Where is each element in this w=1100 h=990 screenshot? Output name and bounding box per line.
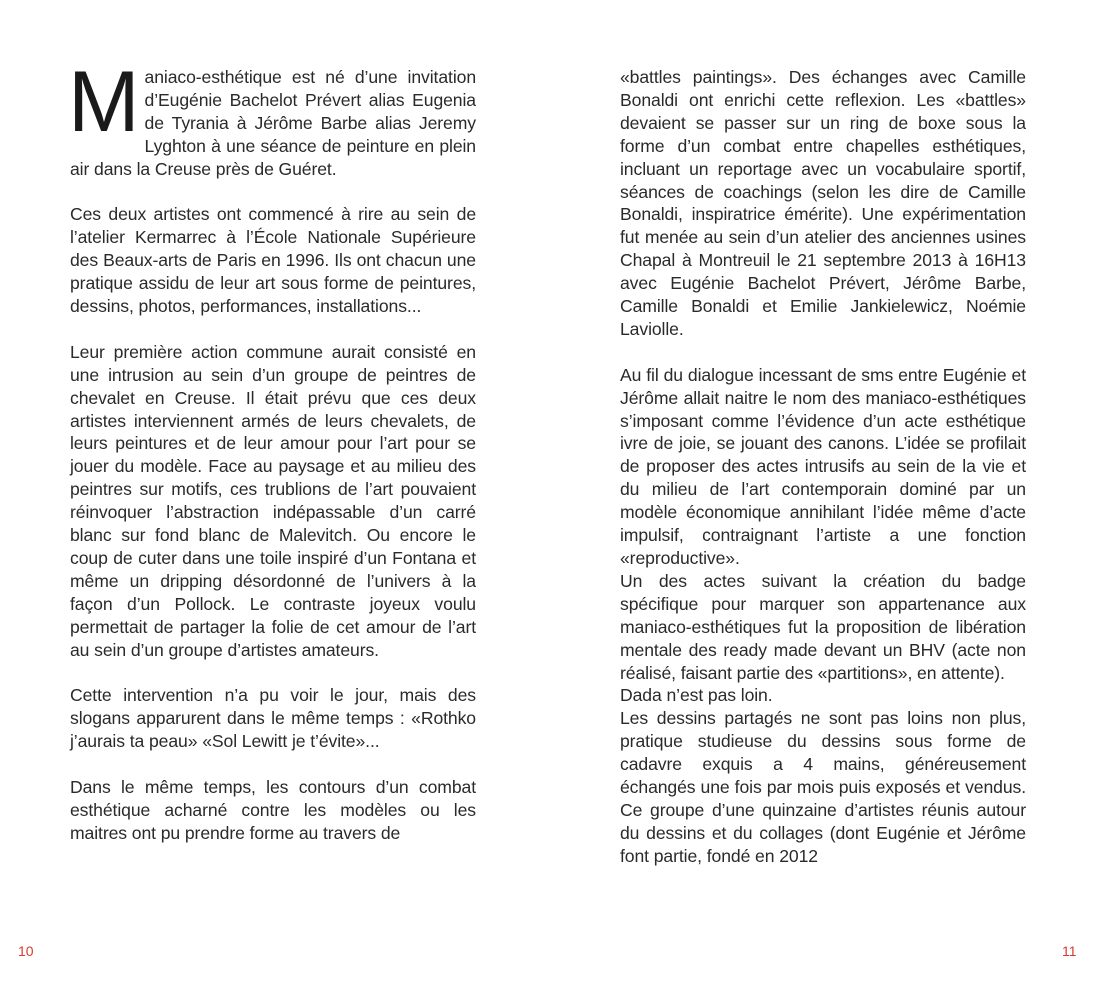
- paragraph: Cette intervention n’a pu voir le jour, mais des slogans apparurent dans le même temps : «Rothko j’aurais ta peau» «Sol Lewitt je t’évite»...: [70, 685, 476, 752]
- paragraph: Les dessins partagés ne sont pas loins non plus, pratique studieuse du dessins sous forme de cadavre exquis a 4 mains, généreusement échangés une fois par mois puis exposés et vendus. Ce groupe d’une quinzaine d’artistes réunis autour du dessins et du collages (dont Eugénie et Jérôme font partie, fondé en 2012: [620, 708, 1026, 866]
- paragraph: «battles paintings». Des échanges avec Camille Bonaldi ont enrichi cette reflexion. Les «battles» devaient se passer sur un ring de boxe sous la forme d’un combat entre chapelles esthétiques, incluant un reportage avec un vocabulaire sportif, séances de coachings (selon les dire de Camille Bonaldi, inspiratrice émérite). Une expérimentation fut menée au sein d’un atelier des anciennes usines Chapal à Montreuil le 21 septembre 2013 à 16H13 avec Eugénie Bachelot Prévert, Jérôme Barbe, Camille Bonaldi et Emilie Jankielewicz, Noémie Laviolle.: [620, 67, 1026, 339]
- paragraph: Un des actes suivant la création du badge spécifique pour marquer son appartenance aux maniaco-esthétiques fut la proposition de libération mentale des ready made devant un BHV (acte non réalisé, faisant partie des «partitions», en attente).: [620, 570, 1026, 683]
- paragraph: Dada n’est pas loin.: [620, 685, 773, 706]
- paragraph: Ces deux artistes ont commencé à rire au sein de l’atelier Kermarrec à l’École Nationale Supérieure des Beaux-arts de Paris en 1996. Ils ont chacun une pratique assidu de leur art sous forme de peintures, dessins, photos, performances, installations...: [70, 204, 476, 317]
- page-number-right: 11: [1062, 943, 1077, 959]
- paragraph: Au fil du dialogue incessant de sms entre Eugénie et Jérôme allait naitre le nom des maniaco-esthétiques s’imposant comme l’évidence d’un acte esthétique ivre de joie, se jouant des canons. L’idée se profilait de proposer des actes intrusifs au sein de la vie et du milieu de l’art contemporain dominé par un modèle économique annihilant l’idée même d’acte impulsif, contraignant l’artiste a une fonction «reproductive».: [620, 364, 1026, 569]
- right-page-text: [620, 66, 1026, 868]
- page-number-left: 10: [18, 943, 34, 959]
- paragraph: Leur première action commune aurait consisté en une intrusion au sein d’un groupe de peintres de chevalet en Creuse. Il était prévu que ces deux artistes interviennent armés de leurs chevalets, de leurs peintures et de leur amour pour l’art pour se jouer du modèle. Face au paysage et au milieu des peintres sur motifs, ces trublions de l’art pouvaient réinvoquer l’abstraction indépassable d’un carré blanc sur fond blanc de Malevitch. Ou encore le coup de cuter dans une toile inspiré d’un Fontana et même un dripping désordonné de l’univers à la façon d’un Pollock. Le contraste joyeux voulu permettait de partager la folie de cet amour de l’art au sein d’un groupe d’artistes amateurs.: [70, 341, 476, 660]
- paragraph: Dans le même temps, les contours d’un combat esthétique acharné contre les modèles ou les maitres ont pu prendre forme au travers de: [70, 777, 476, 843]
- drop-cap: M: [68, 54, 140, 150]
- left-page-text: [68, 54, 476, 845]
- paragraph: [68, 54, 476, 181]
- paragraph-text: aniaco-esthétique est né d’une invitation d’Eugénie Bachelot Prévert alias Eugenia de Tyrania à Jérôme Barbe alias Jeremy Lyghton à une séance de peinture en plein air dans la Creuse près de Guéret.: [70, 67, 476, 179]
